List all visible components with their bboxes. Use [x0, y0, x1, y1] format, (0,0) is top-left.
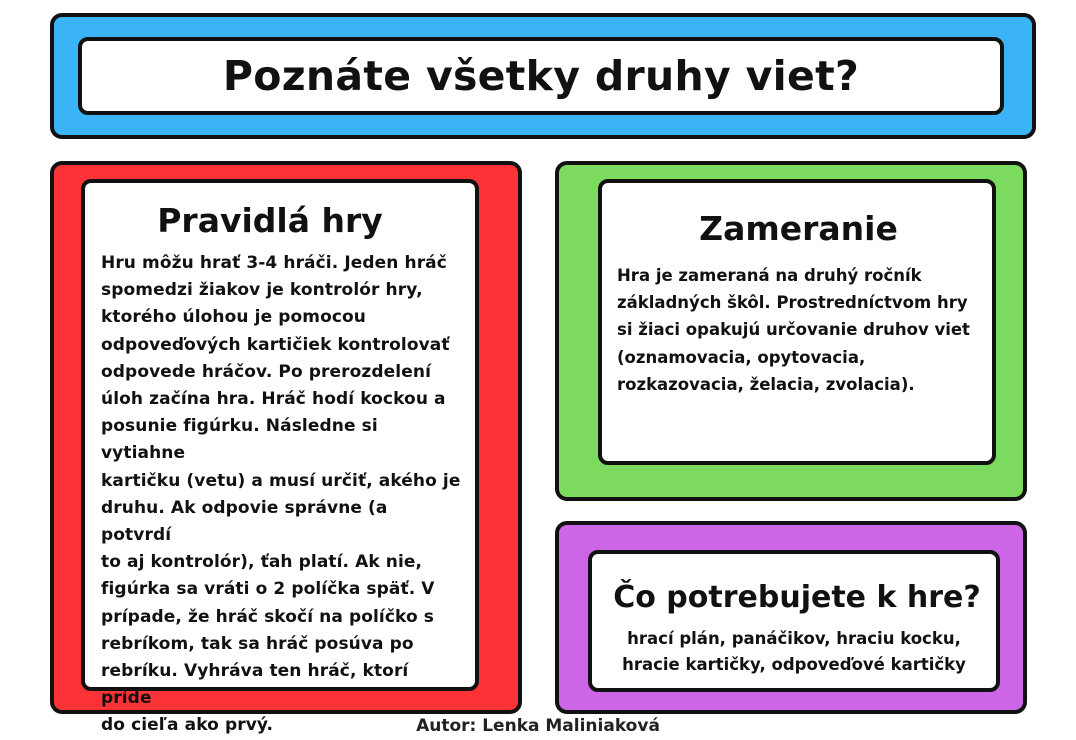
title-card — [78, 37, 1004, 115]
rules-card — [81, 179, 479, 736]
rules-text: Hru môžu hrať 3-4 hráči. Jeden hráč spomedzi žiakov je kontrolór hry, ktorého úlohou je pomocou odpoveďových kartičiek kontrolovať odpovede hráčov. Po prerozdelení úloh začína hra. Hráč hodí kockou a posunie figúrku. Následne si vytiahne kartičku (vetu) a musí určiť, akého je druhu. Ak odpovie správne (a potvrdí to aj kontrolór), ťah platí. Ak nie, figúrka sa vráti o 2 políčka späť. V prípade, že hráč skočí na políčko s rebríkom, tak sa hráč posúva po rebríku. Vyhráva ten hráč, ktorí príde do cieľa ako prvý. — [101, 253, 461, 736]
focus-panel — [555, 161, 1027, 501]
focus-heading: Zameranie — [699, 209, 898, 248]
title-banner — [50, 13, 1036, 139]
focus-text: Hra je zameraná na druhý ročník základných škôl. Prostredníctvom hry si žiaci opakujú určovanie druhov viet (oznamovacia, opytovacia, rozkazovacia, želacia, zvolacia). — [617, 266, 970, 394]
rules-panel — [50, 161, 522, 736]
author-credit: Autor: Lenka Maliniaková — [416, 716, 660, 736]
needs-card — [588, 550, 1000, 692]
page-title: Poznáte všetky druhy viet? — [222, 52, 860, 100]
needs-panel — [555, 521, 1027, 714]
focus-card — [598, 179, 996, 465]
needs-heading: Čo potrebujete k hre? — [613, 580, 981, 615]
rules-heading: Pravidlá hry — [157, 201, 383, 240]
needs-text: hrací plán, panáčikov, hraciu kocku, hracie kartičky, odpoveďové kartičky — [622, 629, 966, 674]
